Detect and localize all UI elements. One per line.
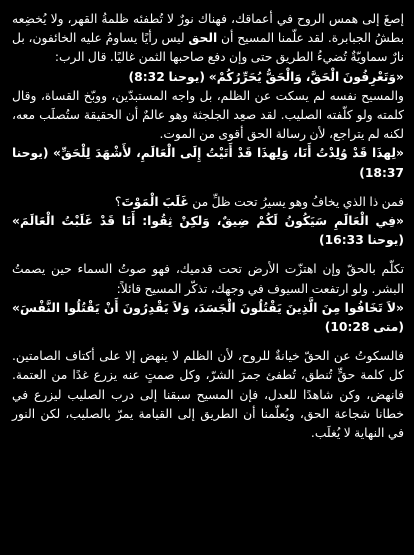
text-run: ليس رأيًا يساومُ عليه الخائفون، بل نارٌ سماويّةٌ تُضيءُ الطريق حتى وإن دفع صاحبها الثمن غاليًا. قال الرب: bbox=[12, 31, 404, 65]
quote-matthew-10-28 bbox=[12, 299, 404, 337]
text-run-bold: الحق bbox=[188, 31, 218, 46]
paragraph-intro bbox=[12, 10, 404, 68]
quote-john-18-37 bbox=[12, 144, 404, 182]
text-run: فالسكوتُ عن الحقّ خيانةٌ للروح، لأن الظلم لا ينهض إلا على أكتاف الصامتين. كل كلمة حقٍّ تُنطق، تُطفئ جمرَ الشرّ، وكل صمتٍ عنه يزرع غدًا من العتمة. فانهض، وكن شاهدًا للعدل، فإن المسيح سبقنا إلى درب الصليب ليزرع في خطانا شجاعة الحق، ويُعلّمنا أن الطريق إلى القيامة يمرّ بالصليب، لكن النور في النهاية لا يُغلَب. bbox=[12, 349, 404, 441]
paragraph-gap bbox=[12, 337, 404, 347]
text-run-bold: «وَتَعْرِفُونَ الْحَقَّ، وَالْحَقُّ يُحَرِّرُكُمْ» (يوحنا 8:32) bbox=[128, 69, 404, 84]
text-run-bold: غَلَبَ الْمَوْتَ bbox=[121, 194, 189, 209]
text-run: إصغَ إلى همس الروح في أعماقك، فهناك نورٌ لا تُطفئه ظلمةُ القهر، ولا يُخضِعه بطشُ الجبابرة. لقد علّمنا المسيح أن bbox=[12, 12, 404, 46]
text-run: ؟ bbox=[114, 194, 122, 209]
paragraph-gap bbox=[12, 250, 404, 260]
text-run-bold: «لاَ تَخَافُوا مِنَ الَّذِينَ يَقْتُلُونَ الْجَسَدَ، وَلاَ يَقْدِرُونَ أَنْ يَقْتُلُوا النَّفْسَ» (متى 10:28) bbox=[12, 300, 404, 335]
paragraph-conclusion bbox=[12, 347, 404, 443]
quote-john-8-32 bbox=[12, 68, 404, 87]
paragraph-gap bbox=[12, 183, 404, 193]
paragraph-who-fears bbox=[12, 193, 404, 212]
text-run: فمن ذا الذي يخافُ وهو يسيرُ تحت ظلِّ من bbox=[188, 194, 404, 209]
text-run-bold: «لِهذَا قَدْ وُلِدْتُ أَنَا، وَلِهذَا قَدْ أَتَيْتُ إِلَى الْعَالَمِ، لأَشْهَدَ لِلْحَقِّ» (يوحنا 18:37) bbox=[12, 146, 404, 180]
text-run: تكلّم بالحقّ وإن اهتزّت الأرض تحت قدميك، فهو صوتُ السماء حين يصمتُ البشر. ولو ارتفعت السيوف في وجهك، تذكّر المسيح قائلاً: bbox=[12, 262, 404, 296]
text-run: والمسيح نفسه لم يسكت عن الظلم، بل واجه المستبدّين، ووبّخ القساة، وقال كلمته ولو كلّفته الصليب. لقد صعِد الجلجثة وهو عالمٌ أن الحقيقة ستُصلَب معه، لكنه لم يتراجع، لأن رسالة الحق أقوى من الموت. bbox=[12, 88, 404, 142]
quote-john-16-33 bbox=[12, 212, 404, 250]
text-run-bold: «فِي الْعَالَمِ سَيَكُونُ لَكُمْ ضِيقٌ، وَلكِنْ ثِقُوا: أَنَا قَدْ غَلَبْتُ الْعَالَمَ» (يوحنا 16:33) bbox=[12, 214, 404, 248]
paragraph-speak-truth bbox=[12, 260, 404, 298]
paragraph-christ-confronts bbox=[12, 87, 404, 145]
